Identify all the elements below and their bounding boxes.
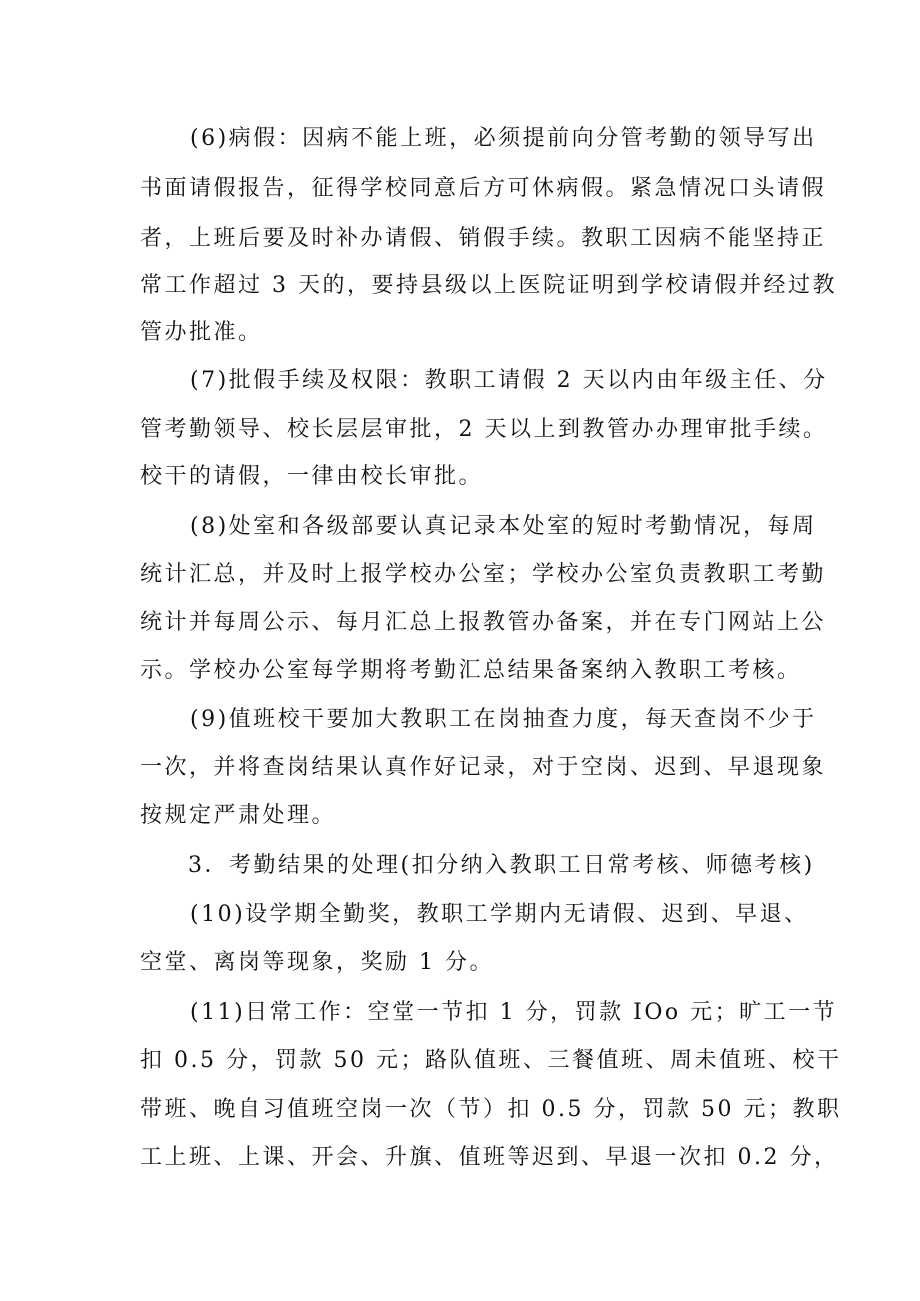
paragraph-6-line-4: 常工作超过 3 天的，要持县级以上医院证明到学校请假并经过教 bbox=[140, 273, 837, 298]
paragraph-11-line-2: 扣 0.5 分，罚款 50 元；路队值班、三餐值班、周未值班、校干 bbox=[140, 1048, 842, 1073]
section-heading-3: 3．考勤结果的处理(扣分纳入教职工日常考核、师德考核) bbox=[188, 853, 815, 878]
paragraph-6-line-5: 管办批准。 bbox=[140, 320, 263, 345]
paragraph-7-line-3: 校干的请假，一律由校长审批。 bbox=[140, 464, 484, 489]
paragraph-11-line-1: (11)日常工作：空堂一节扣 1 分，罚款 IOo 元；旷工一节 bbox=[190, 1000, 838, 1025]
paragraph-8-line-2: 统计汇总，并及时上报学校办公室；学校办公室负责教职工考勤 bbox=[140, 562, 827, 587]
paragraph-11-line-4: 工上班、上课、开会、升旗、值班等迟到、早退一次扣 0.2 分， bbox=[140, 1145, 839, 1170]
paragraph-10-line-2: 空堂、离岗等现象，奖励 1 分。 bbox=[140, 950, 494, 975]
paragraph-9-line-3: 按规定严肃处理。 bbox=[140, 803, 337, 828]
paragraph-9-line-1: (9)值班校干要加大教职工在岗抽查力度，每天查岗不少于 bbox=[190, 707, 817, 732]
paragraph-7-line-1: (7)批假手续及权限：教职工请假 2 天以内由年级主任、分 bbox=[190, 368, 828, 393]
paragraph-10-line-1: (10)设学期全勤奖，教职工学期内无请假、迟到、早退、 bbox=[190, 902, 809, 927]
paragraph-8-line-1: (8)处室和各级部要认真记录本处室的短时考勤情况，每周 bbox=[190, 514, 817, 539]
paragraph-6-line-3: 者，上班后要及时补办请假、销假手续。教职工因病不能坚持正 bbox=[140, 226, 827, 251]
paragraph-11-line-3: 带班、晚自习值班空岗一次（节）扣 0.5 分，罚款 50 元；教职 bbox=[140, 1097, 842, 1122]
paragraph-6-line-2: 书面请假报告，征得学校同意后方可休病假。紧急情况口头请假 bbox=[140, 176, 827, 201]
paragraph-8-line-4: 示。学校办公室每学期将考勤汇总结果备案纳入教职工考核。 bbox=[140, 658, 802, 683]
paragraph-8-line-3: 统计并每周公示、每月汇总上报教管办备案，并在专门网站上公 bbox=[140, 610, 827, 635]
paragraph-6-line-1: (6)病假：因病不能上班，必须提前向分管考勤的领导写出 bbox=[190, 126, 817, 151]
paragraph-7-line-2: 管考勤领导、校长层层审批，2 天以上到教管办办理审批手续。 bbox=[140, 417, 828, 442]
paragraph-9-line-2: 一次，并将查岗结果认真作好记录，对于空岗、迟到、早退现象 bbox=[140, 755, 827, 780]
